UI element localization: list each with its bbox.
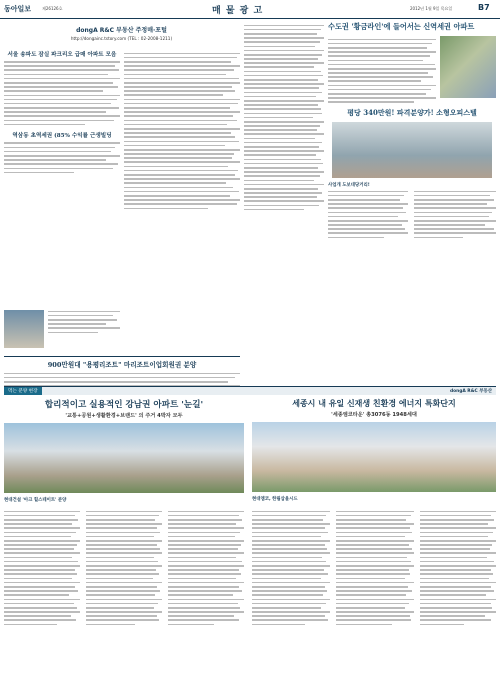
- col1: [4, 50, 120, 310]
- bottom-left: [4, 398, 244, 688]
- issue-date: 2012년 1월 9일 목요일: [410, 6, 453, 11]
- col1-title2: 역삼동 초역세권 (85% 수익률 근생빌딩: [12, 133, 112, 140]
- page-number: B7: [478, 3, 490, 12]
- apartment-render-left: [4, 423, 244, 493]
- col1-title1: 서울 송파도 잠실 파크리오 급매 아파트 모음: [7, 52, 117, 58]
- bottom-divider: [4, 386, 496, 395]
- col4: [328, 22, 496, 382]
- bottom-tag: 먹는 분양 현장: [4, 387, 42, 395]
- paper-name: 동아일보: [4, 5, 32, 13]
- issue-number: 제26126호: [42, 6, 63, 11]
- apartment-render-right: [252, 422, 496, 492]
- bottom-left-subhead: '교통+공원+생활환경+브랜드' 의 주거 4박자 모두: [65, 413, 183, 419]
- masthead: [0, 0, 500, 19]
- col1-body1: [4, 61, 120, 125]
- ad-header: [4, 22, 239, 48]
- col1-title3-wrap: [4, 356, 240, 369]
- col3-caption: 사업개 도보대당거리!: [328, 183, 370, 188]
- col2-body: [124, 53, 240, 210]
- bottom-brand: dongA R&C 부동산: [449, 389, 492, 394]
- col2: [124, 50, 240, 350]
- officetel-photo: [332, 122, 492, 178]
- ad-url[interactable]: http://dongainc.tstory.com: [70, 36, 127, 41]
- aerial-map-photo: [440, 36, 496, 98]
- bottom-left-label: 현대건설 '아크 힐스테이트' 분양: [4, 498, 67, 503]
- section-title: 매 물 광 고: [212, 6, 264, 16]
- bottom-right-label: 현대엠코, 한림삼울시드: [252, 497, 298, 502]
- col3-body: [244, 25, 324, 211]
- ad-tel: (TEL : 02-2008-1211): [127, 36, 173, 41]
- building-photo: [4, 310, 44, 348]
- bottom-left-headline: 합리적이고 실용적인 강남권 아파트 '눈길': [44, 400, 204, 410]
- bottom-right-subhead: '세종엠코타운' 총3076동 1948세대: [331, 412, 417, 418]
- bottom-right: [252, 398, 496, 688]
- col3: [244, 22, 324, 382]
- col3-headline: 수도권 '황금라인'에 들어서는 신역세권 아파트: [328, 22, 475, 31]
- col1-photos: [4, 310, 120, 355]
- ad-brand: dongA R&C 부동산 주정매·포털: [76, 27, 167, 34]
- col1-title3: 900만원대 "용평리조트" 마리조트이업회원권 분양: [47, 361, 197, 369]
- bottom-right-headline: 세종시 내 유일 신재생 친환경 에너지 특화단지: [292, 398, 456, 408]
- col1-body2: [4, 142, 120, 173]
- col3-subhead: 평당 340만원! 파격분양가! 소형오피스텔: [347, 108, 477, 117]
